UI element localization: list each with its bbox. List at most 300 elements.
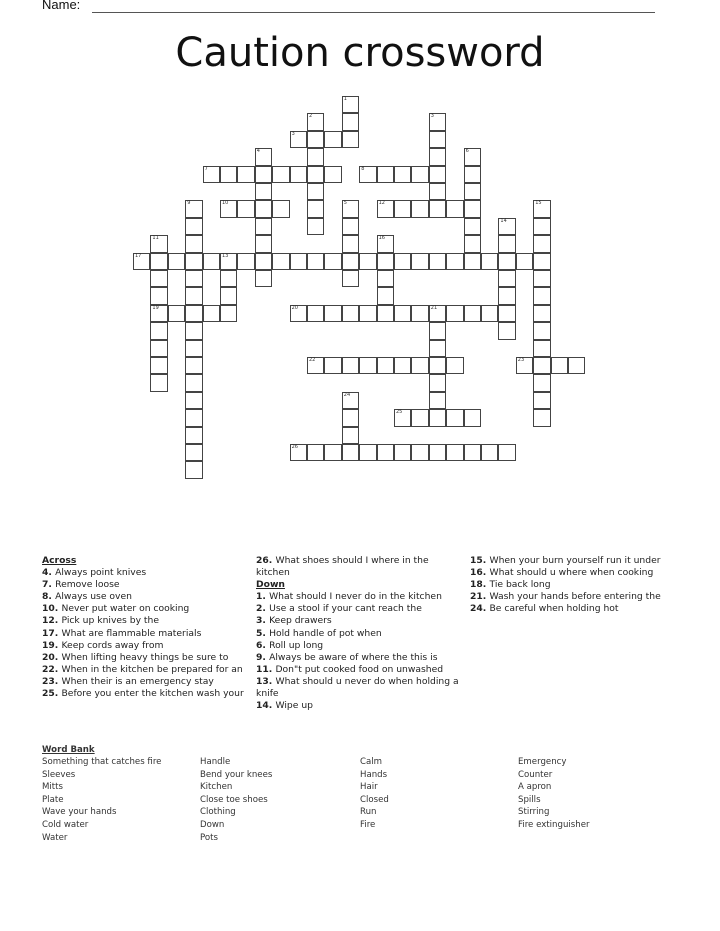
word-bank	[42, 744, 682, 843]
grid-cell[interactable]	[498, 235, 515, 252]
clue-number: 1.	[256, 591, 270, 603]
grid-cell[interactable]	[272, 253, 289, 270]
word-bank-item: Wave your hands	[42, 807, 117, 818]
clue-number: 3	[430, 113, 434, 120]
clue-number: 17.	[42, 627, 62, 639]
word-bank-item: Plate	[42, 794, 64, 805]
grid-cell[interactable]	[533, 322, 550, 339]
grid-cell[interactable]	[464, 200, 481, 217]
grid-cell[interactable]	[220, 166, 237, 183]
grid-cell[interactable]	[220, 270, 237, 287]
word-bank-item: Something that catches fire	[42, 757, 162, 767]
clue-text: When their is an emergency stay	[61, 675, 214, 687]
grid-cell[interactable]	[429, 148, 446, 165]
clues-middle-column	[256, 555, 461, 712]
grid-cell[interactable]	[377, 270, 394, 287]
clue-text: Don"t put cooked food on unwashed	[275, 663, 444, 675]
grid-cell[interactable]	[185, 444, 202, 461]
clue-number: 13.	[256, 675, 276, 687]
clue-text: What are flammable materials	[61, 627, 202, 639]
clue-number: 2.	[256, 603, 270, 615]
grid-cell[interactable]	[446, 305, 463, 322]
clue-number: 9.	[256, 651, 270, 663]
grid-cell[interactable]	[498, 444, 515, 461]
grid-cell[interactable]	[324, 131, 341, 148]
grid-cell[interactable]	[411, 305, 428, 322]
grid-cell[interactable]	[446, 253, 463, 270]
grid-cell[interactable]	[533, 270, 550, 287]
grid-cell[interactable]	[272, 200, 289, 217]
word-bank-item: Pots	[200, 832, 218, 843]
clue	[42, 628, 252, 640]
grid-cell[interactable]	[324, 444, 341, 461]
grid-cell[interactable]	[342, 253, 359, 270]
clue	[470, 591, 685, 603]
grid-cell[interactable]	[255, 270, 272, 287]
grid-cell[interactable]	[394, 444, 411, 461]
grid-cell[interactable]	[185, 374, 202, 391]
word-bank-column	[360, 756, 389, 832]
word-bank-item: Bend your knees	[200, 769, 273, 780]
clue	[42, 567, 252, 579]
grid-cell[interactable]	[168, 305, 185, 322]
grid-cell[interactable]	[429, 322, 446, 339]
grid-cell[interactable]	[255, 218, 272, 235]
grid-cell[interactable]	[168, 253, 185, 270]
grid-cell[interactable]	[255, 166, 272, 183]
grid-cell[interactable]	[185, 461, 202, 478]
clue	[256, 652, 461, 664]
clue	[256, 555, 461, 579]
clue	[42, 603, 252, 615]
word-bank-heading: Word Bank	[42, 745, 95, 755]
grid-cell[interactable]	[307, 357, 324, 374]
grid-cell[interactable]	[464, 253, 481, 270]
grid-cell[interactable]	[150, 340, 167, 357]
grid-cell[interactable]	[533, 218, 550, 235]
grid-cell[interactable]	[411, 409, 428, 426]
clue-text: Before you enter the kitchen wash your	[61, 688, 244, 700]
grid-cell[interactable]	[446, 409, 463, 426]
grid-cell[interactable]	[429, 253, 446, 270]
grid-cell[interactable]	[551, 357, 568, 374]
clue-number: 8.	[42, 591, 56, 603]
clue	[470, 567, 685, 579]
clue-text: Roll up long	[269, 639, 324, 651]
grid-cell[interactable]	[290, 253, 307, 270]
grid-cell[interactable]	[150, 270, 167, 287]
clue	[470, 579, 685, 591]
grid-cell[interactable]	[394, 200, 411, 217]
word-bank-item: Fire extinguisher	[518, 819, 590, 830]
grid-cell[interactable]	[185, 427, 202, 444]
clue	[256, 628, 461, 640]
clue-text: Keep cords away from	[61, 639, 164, 651]
grid-cell[interactable]	[290, 131, 307, 148]
grid-cell[interactable]	[307, 200, 324, 217]
grid-cell[interactable]	[533, 392, 550, 409]
grid-cell[interactable]	[464, 409, 481, 426]
grid-cell[interactable]	[429, 200, 446, 217]
grid-cell[interactable]	[307, 305, 324, 322]
grid-cell[interactable]	[429, 131, 446, 148]
grid-cell[interactable]	[324, 166, 341, 183]
grid-cell[interactable]	[464, 218, 481, 235]
grid-cell[interactable]	[533, 200, 550, 217]
grid-cell[interactable]	[464, 305, 481, 322]
grid-cell[interactable]	[411, 200, 428, 217]
grid-cell[interactable]	[203, 253, 220, 270]
grid-cell[interactable]	[568, 357, 585, 374]
grid-cell[interactable]	[359, 444, 376, 461]
grid-cell[interactable]	[185, 322, 202, 339]
clue-number: 19.	[42, 639, 62, 651]
grid-cell[interactable]	[498, 287, 515, 304]
clue-number: 15.	[470, 555, 490, 566]
grid-cell[interactable]	[498, 218, 515, 235]
grid-cell[interactable]	[533, 357, 550, 374]
grid-cell[interactable]	[324, 357, 341, 374]
grid-cell[interactable]	[411, 253, 428, 270]
grid-cell[interactable]	[324, 253, 341, 270]
clue-number: 18.	[470, 579, 490, 591]
clue-number: 11	[152, 235, 159, 242]
clue-text: Always be aware of where the this is	[269, 651, 438, 663]
grid-cell[interactable]	[429, 409, 446, 426]
grid-cell[interactable]	[150, 253, 167, 270]
clue	[42, 652, 252, 664]
grid-cell[interactable]	[429, 392, 446, 409]
grid-cell[interactable]	[394, 357, 411, 374]
grid-cell[interactable]	[185, 392, 202, 409]
clues-across-column	[42, 555, 252, 700]
grid-cell[interactable]	[150, 235, 167, 252]
grid-cell[interactable]	[342, 305, 359, 322]
grid-cell[interactable]	[237, 166, 254, 183]
clue	[256, 640, 461, 652]
clue-number: 12	[378, 200, 385, 207]
grid-cell[interactable]	[429, 305, 446, 322]
clue-number: 4.	[42, 567, 56, 579]
grid-cell[interactable]	[150, 357, 167, 374]
grid-cell[interactable]	[342, 427, 359, 444]
grid-cell[interactable]	[307, 131, 324, 148]
grid-cell[interactable]	[133, 253, 150, 270]
word-bank-item: Spills	[518, 794, 541, 805]
clue	[256, 591, 461, 603]
grid-cell[interactable]	[342, 113, 359, 130]
clue-number: 14	[500, 217, 507, 224]
grid-cell[interactable]	[429, 374, 446, 391]
grid-cell[interactable]	[429, 166, 446, 183]
grid-cell[interactable]	[377, 305, 394, 322]
clue-text: Hold handle of pot when	[269, 627, 382, 639]
grid-cell[interactable]	[220, 253, 237, 270]
clue-number: 10	[222, 200, 229, 207]
clue-number: 26	[291, 444, 298, 450]
grid-cell[interactable]	[185, 200, 202, 217]
grid-cell[interactable]	[516, 357, 533, 374]
word-bank-column	[200, 756, 272, 844]
clue-text: What should u never do when holding a knife	[256, 675, 459, 700]
grid-cell[interactable]	[533, 409, 550, 426]
grid-cell[interactable]	[150, 374, 167, 391]
grid-cell[interactable]	[533, 253, 550, 270]
grid-cell[interactable]	[411, 357, 428, 374]
grid-cell[interactable]	[429, 183, 446, 200]
grid-cell[interactable]	[429, 444, 446, 461]
clue-number: 13	[222, 252, 229, 259]
grid-cell[interactable]	[342, 218, 359, 235]
clue-number: 22	[309, 357, 316, 363]
grid-cell[interactable]	[307, 444, 324, 461]
clue-number: 6.	[256, 639, 270, 651]
word-bank-item: Down	[200, 819, 225, 830]
grid-cell[interactable]	[359, 305, 376, 322]
grid-cell[interactable]	[411, 444, 428, 461]
grid-cell[interactable]	[255, 200, 272, 217]
grid-cell[interactable]	[307, 148, 324, 165]
grid-cell[interactable]	[220, 305, 237, 322]
grid-cell[interactable]	[307, 113, 324, 130]
clue-number: 11.	[256, 663, 276, 675]
grid-cell[interactable]	[377, 200, 394, 217]
clue-text: Wipe up	[275, 700, 313, 712]
grid-cell[interactable]	[464, 235, 481, 252]
clue-text: Never put water on cooking	[61, 603, 190, 615]
grid-cell[interactable]	[498, 322, 515, 339]
clue-number: 4	[256, 148, 260, 155]
grid-cell[interactable]	[185, 409, 202, 426]
grid-cell[interactable]	[272, 166, 289, 183]
word-bank-item: Calm	[360, 757, 383, 767]
grid-cell[interactable]	[533, 235, 550, 252]
grid-cell[interactable]	[185, 218, 202, 235]
clue-number: 23	[517, 357, 525, 363]
clue	[42, 676, 252, 688]
grid-cell[interactable]	[481, 253, 498, 270]
clue-text: Keep drawers	[269, 615, 332, 627]
grid-cell[interactable]	[533, 287, 550, 304]
clue-number: 7.	[42, 579, 56, 591]
clue-text: When your burn yourself run it under	[489, 555, 661, 566]
grid-cell[interactable]	[185, 253, 202, 270]
clue-number: 7	[204, 165, 208, 172]
clue-number: 16.	[470, 567, 490, 579]
clue	[42, 579, 252, 591]
grid-cell[interactable]	[359, 357, 376, 374]
word-bank-item: Handle	[200, 757, 231, 767]
grid-cell[interactable]	[255, 148, 272, 165]
clue-number: 15	[535, 200, 542, 207]
grid-cell[interactable]	[533, 340, 550, 357]
grid-cell[interactable]	[342, 270, 359, 287]
clue-text: When in the kitchen be prepared for an	[61, 663, 243, 675]
clue-number: 10.	[42, 603, 62, 615]
grid-cell[interactable]	[446, 444, 463, 461]
grid-cell[interactable]	[342, 392, 359, 409]
grid-cell[interactable]	[185, 270, 202, 287]
grid-cell[interactable]	[203, 166, 220, 183]
grid-cell[interactable]	[429, 340, 446, 357]
word-bank-column	[518, 756, 590, 832]
grid-cell[interactable]	[377, 287, 394, 304]
clue-number: 25	[396, 409, 403, 416]
grid-cell[interactable]	[203, 305, 220, 322]
grid-cell[interactable]	[220, 200, 237, 217]
grid-cell[interactable]	[185, 340, 202, 357]
grid-cell[interactable]	[342, 96, 359, 113]
clue-number: 1	[343, 96, 347, 102]
grid-cell[interactable]	[342, 131, 359, 148]
grid-cell[interactable]	[394, 305, 411, 322]
grid-cell[interactable]	[377, 444, 394, 461]
clue-text: What shoes should I where in the kitchen	[256, 555, 429, 579]
grid-cell[interactable]	[324, 305, 341, 322]
grid-cell[interactable]	[377, 357, 394, 374]
clue	[256, 615, 461, 627]
clue-number: 9	[187, 200, 191, 207]
grid-cell[interactable]	[307, 183, 324, 200]
clue-number: 24.	[470, 603, 490, 615]
grid-cell[interactable]	[446, 357, 463, 374]
clue-text: When lifting heavy things be sure to	[61, 651, 229, 663]
clue	[256, 603, 461, 615]
grid-cell[interactable]	[464, 444, 481, 461]
grid-cell[interactable]	[342, 200, 359, 217]
clue-text: Be careful when holding hot	[489, 603, 619, 615]
clue	[470, 555, 685, 567]
clue-number: 21	[430, 304, 438, 311]
grid-cell[interactable]	[464, 166, 481, 183]
word-bank-item: Counter	[518, 769, 553, 780]
word-bank-item: Mitts	[42, 782, 64, 793]
grid-cell[interactable]	[516, 253, 533, 270]
grid-cell[interactable]	[429, 357, 446, 374]
grid-cell[interactable]	[411, 166, 428, 183]
word-bank-item: Emergency	[518, 757, 567, 767]
grid-cell[interactable]	[498, 270, 515, 287]
clue-text: What should u where when cooking	[489, 567, 654, 579]
clue	[256, 676, 461, 700]
word-bank-item: Hair	[360, 782, 378, 793]
grid-cell[interactable]	[394, 253, 411, 270]
grid-cell[interactable]	[394, 409, 411, 426]
clue-number: 19	[152, 304, 159, 311]
grid-cell[interactable]	[342, 235, 359, 252]
clue-text: Tie back long	[489, 579, 551, 591]
grid-cell[interactable]	[342, 409, 359, 426]
clue-number: 20	[291, 304, 298, 311]
grid-cell[interactable]	[185, 287, 202, 304]
clue-number: 2	[309, 113, 313, 120]
grid-cell[interactable]	[481, 444, 498, 461]
grid-cell[interactable]	[290, 305, 307, 322]
word-bank-item: Hands	[360, 769, 388, 780]
clue-text: Always use oven	[55, 591, 132, 603]
name-label: Name:	[42, 0, 81, 12]
word-bank-item: Run	[360, 807, 377, 818]
grid-cell[interactable]	[377, 253, 394, 270]
grid-cell[interactable]	[464, 148, 481, 165]
grid-cell[interactable]	[533, 374, 550, 391]
grid-cell[interactable]	[255, 253, 272, 270]
clue	[470, 603, 685, 615]
grid-cell[interactable]	[290, 166, 307, 183]
grid-cell[interactable]	[377, 235, 394, 252]
word-bank-column	[42, 756, 161, 844]
grid-cell[interactable]	[342, 357, 359, 374]
clues-down-right-column	[470, 555, 685, 615]
grid-cell[interactable]	[342, 444, 359, 461]
clue	[256, 700, 461, 712]
word-bank-item: Sleeves	[42, 769, 76, 780]
grid-cell[interactable]	[498, 305, 515, 322]
grid-cell[interactable]	[185, 305, 202, 322]
clue-number: 25.	[42, 688, 62, 700]
clue-number: 16	[378, 235, 385, 242]
grid-cell[interactable]	[150, 287, 167, 304]
clue-number: 14.	[256, 700, 276, 712]
clue-number: 12.	[42, 615, 62, 627]
clue	[42, 664, 252, 676]
clue-number: 23.	[42, 675, 62, 687]
grid-cell[interactable]	[359, 166, 376, 183]
grid-cell[interactable]	[255, 183, 272, 200]
grid-cell[interactable]	[359, 253, 376, 270]
clue	[42, 640, 252, 652]
clue	[42, 591, 252, 603]
clue-number: 20.	[42, 651, 62, 663]
word-bank-item: Clothing	[200, 807, 236, 818]
word-bank-item: Cold water	[42, 819, 89, 830]
clue-number: 26.	[256, 555, 276, 566]
grid-cell[interactable]	[394, 166, 411, 183]
grid-cell[interactable]	[237, 253, 254, 270]
clue	[42, 688, 252, 700]
grid-cell[interactable]	[185, 357, 202, 374]
grid-cell[interactable]	[307, 253, 324, 270]
grid-cell[interactable]	[150, 322, 167, 339]
grid-cell[interactable]	[255, 235, 272, 252]
word-bank-item: Stirring	[518, 807, 550, 818]
clue-text: Pick up knives by the	[61, 615, 160, 627]
clue-number: 5.	[256, 627, 270, 639]
clue-number: 3	[291, 130, 295, 137]
word-bank-item: Kitchen	[200, 782, 233, 793]
clue-number: 17	[135, 252, 142, 259]
clue-number: 8	[361, 165, 365, 172]
grid-cell[interactable]	[150, 305, 167, 322]
grid-cell[interactable]	[481, 305, 498, 322]
grid-cell[interactable]	[377, 166, 394, 183]
grid-cell[interactable]	[533, 305, 550, 322]
grid-cell[interactable]	[464, 183, 481, 200]
word-bank-item: Water	[42, 832, 68, 843]
grid-cell[interactable]	[307, 218, 324, 235]
grid-cell[interactable]	[307, 166, 324, 183]
grid-cell[interactable]	[446, 200, 463, 217]
grid-cell[interactable]	[498, 253, 515, 270]
clue	[42, 615, 252, 627]
word-bank-item: Fire	[360, 819, 376, 830]
grid-cell[interactable]	[220, 287, 237, 304]
grid-cell[interactable]	[185, 235, 202, 252]
grid-cell[interactable]	[290, 444, 307, 461]
page-title: Caution crossword	[175, 30, 545, 76]
grid-cell[interactable]	[237, 200, 254, 217]
grid-cell[interactable]	[429, 113, 446, 130]
